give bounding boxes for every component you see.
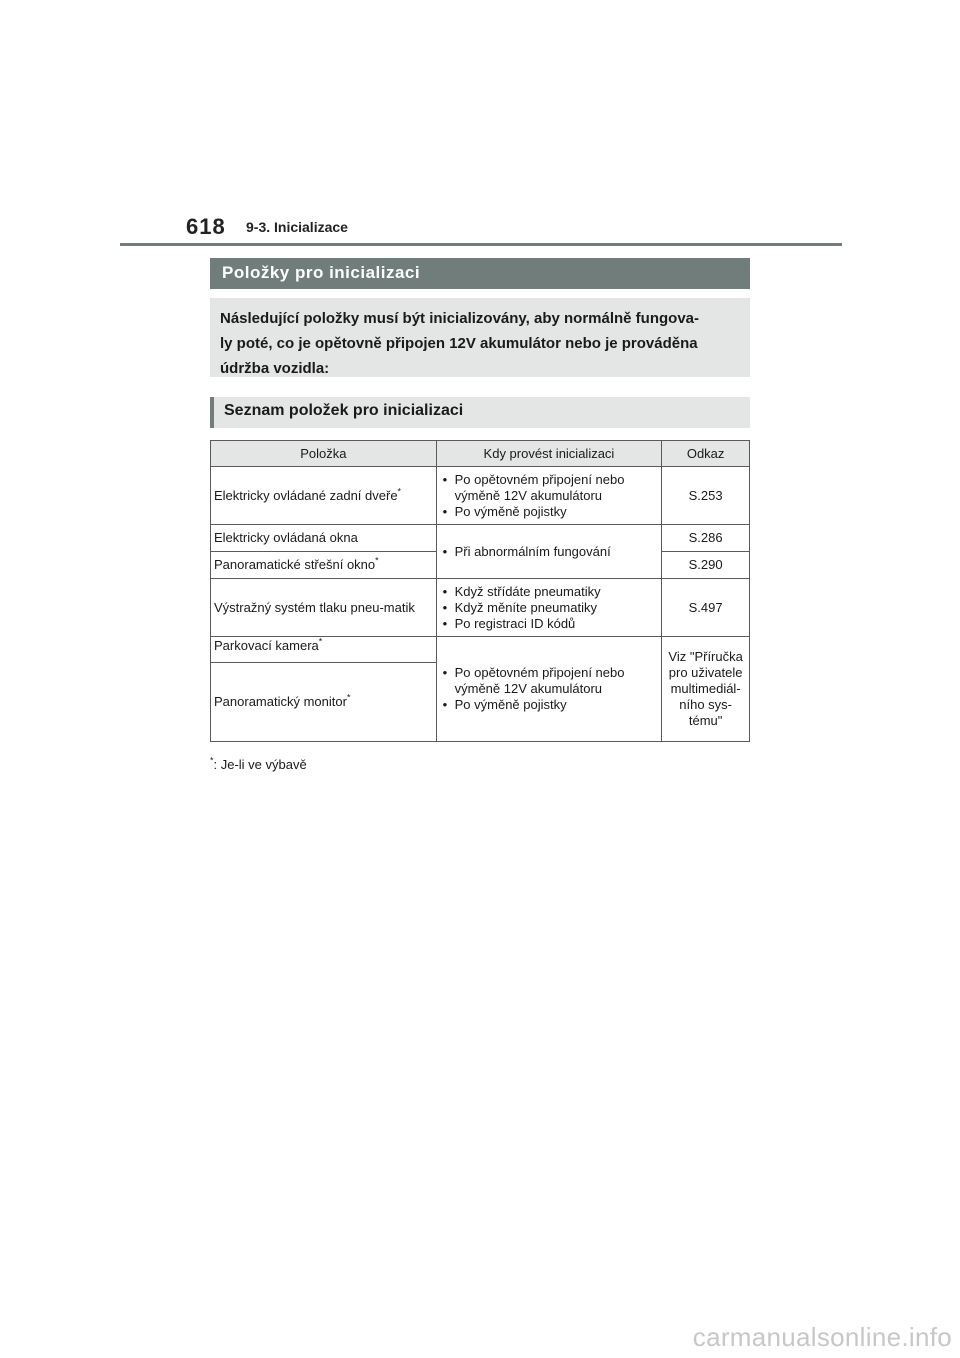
item-label: Výstražný systém tlaku pneu-matik — [214, 599, 415, 615]
table-row — [211, 467, 750, 525]
footnote-text: : Je-li ve výbavě — [213, 757, 307, 772]
watermark: carmanualsonline.info — [692, 1322, 952, 1352]
item-cell — [211, 579, 437, 637]
when-cell — [436, 637, 662, 742]
main-heading: Položky pro inicializaci — [210, 258, 750, 289]
availability-mark: * — [397, 486, 402, 497]
table-row — [211, 637, 750, 663]
when-cell — [436, 525, 662, 579]
item-label: Parkovací kamera — [214, 638, 319, 653]
availability-mark: * — [318, 636, 323, 647]
footnote-mark: * — [210, 755, 214, 766]
ref-cell: S.253 — [662, 467, 750, 525]
intro-line-3: údržba vozidla: — [220, 360, 330, 377]
bullet-item: • Po opětovném připojení nebo výměně 12V akumulátoru — [440, 472, 659, 504]
header-when: Kdy provést inicializaci — [436, 441, 662, 467]
when-cell — [436, 467, 662, 525]
item-cell — [211, 637, 437, 663]
bullet-item: • Když měníte pneumatiky — [440, 600, 659, 616]
page-number: 618 — [186, 214, 226, 239]
bullet-item: • Po výměně pojistky — [440, 697, 659, 713]
table-row — [211, 579, 750, 637]
footnote — [210, 757, 307, 772]
item-cell — [211, 525, 437, 552]
sub-heading: Seznam položek pro inicializaci — [210, 397, 750, 428]
section-title: 9-3. Inicializace — [246, 219, 348, 235]
table-row — [211, 525, 750, 552]
bullet-item: • Když střídáte pneumatiky — [440, 584, 659, 600]
header-divider — [120, 243, 842, 246]
bullet-item: • Při abnormálním fungování — [440, 544, 659, 560]
when-cell — [436, 579, 662, 637]
item-cell — [211, 467, 437, 525]
bullet-item: • Po opětovném připojení nebo výměně 12V akumulátoru — [440, 665, 659, 697]
header-ref: Odkaz — [662, 441, 750, 467]
item-cell — [211, 552, 437, 579]
availability-mark: * — [346, 692, 351, 703]
item-label: Elektricky ovládané zadní dveře — [214, 487, 398, 503]
table-header-row — [211, 441, 750, 467]
item-label: Elektricky ovládaná okna — [214, 530, 358, 545]
intro-line-2: ly poté, co je opětovně připojen 12V akumulátor nebo je prováděna — [220, 335, 698, 352]
intro-line-1: Následující položky musí být inicializovány, aby normálně fungova- — [220, 310, 699, 327]
initialization-table — [210, 440, 750, 742]
item-cell — [211, 663, 437, 742]
item-label: Panoramatický monitor — [214, 694, 347, 709]
ref-cell: S.286 — [662, 525, 750, 552]
bullet-item: • Po registraci ID kódů — [440, 616, 659, 632]
intro-box — [210, 298, 750, 377]
ref-cell: S.497 — [662, 579, 750, 637]
ref-cell: S.290 — [662, 552, 750, 579]
item-label: Panoramatické střešní okno — [214, 557, 376, 572]
ref-cell: Viz "Příručka pro uživatele multimediál-ního sys-tému" — [662, 637, 750, 742]
header-item: Položka — [211, 441, 437, 467]
bullet-item: • Po výměně pojistky — [440, 504, 659, 520]
availability-mark: * — [375, 555, 379, 566]
